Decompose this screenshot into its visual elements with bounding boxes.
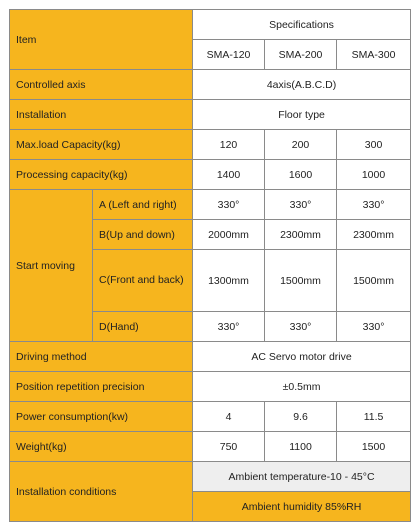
axis-c-sma-200: 1500mm (265, 250, 337, 312)
driving-method-label: Driving method (10, 342, 193, 372)
row-controlled-axis (10, 70, 411, 100)
max-load-label: Max.load Capacity(kg) (10, 130, 193, 160)
row-max-load (10, 130, 411, 160)
header-row (10, 10, 411, 40)
axis-a-sma-300: 330° (337, 190, 411, 220)
controlled-axis-label: Controlled axis (10, 70, 193, 100)
row-installation-conditions (10, 462, 411, 492)
processing-sma-200: 1600 (265, 160, 337, 190)
ambient-temperature: Ambient temperature-10 - 45°C (193, 462, 411, 492)
specifications-table (9, 9, 411, 522)
model-sma-200: SMA-200 (265, 40, 337, 70)
axis-c-sma-300: 1500mm (337, 250, 411, 312)
axis-a-label: A (Left and right) (93, 190, 193, 220)
axis-d-sma-200: 330° (265, 312, 337, 342)
model-sma-120: SMA-120 (193, 40, 265, 70)
power-label: Power consumption(kw) (10, 402, 193, 432)
processing-sma-300: 1000 (337, 160, 411, 190)
axis-d-label: D(Hand) (93, 312, 193, 342)
controlled-axis-value: 4axis(A.B.C.D) (193, 70, 411, 100)
max-load-sma-300: 300 (337, 130, 411, 160)
row-start-moving-a (10, 190, 411, 220)
axis-b-sma-300: 2300mm (337, 220, 411, 250)
specifications-header: Specifications (193, 10, 411, 40)
axis-b-sma-120: 2000mm (193, 220, 265, 250)
ambient-humidity: Ambient humidity 85%RH (193, 492, 411, 522)
axis-c-label (93, 250, 193, 312)
precision-value: ±0.5mm (193, 372, 411, 402)
power-sma-200: 9.6 (265, 402, 337, 432)
power-sma-120: 4 (193, 402, 265, 432)
item-header: Item (10, 10, 193, 70)
weight-sma-200: 1100 (265, 432, 337, 462)
model-sma-300: SMA-300 (337, 40, 411, 70)
axis-a-sma-120: 330° (193, 190, 265, 220)
axis-c-label-text: C(Front and back) (99, 274, 184, 286)
power-sma-300: 11.5 (337, 402, 411, 432)
row-power (10, 402, 411, 432)
axis-b-sma-200: 2300mm (265, 220, 337, 250)
installation-label: Installation (10, 100, 193, 130)
start-moving-label: Start moving (10, 190, 93, 342)
axis-d-sma-120: 330° (193, 312, 265, 342)
precision-label: Position repetition precision (10, 372, 193, 402)
processing-sma-120: 1400 (193, 160, 265, 190)
row-processing (10, 160, 411, 190)
weight-sma-120: 750 (193, 432, 265, 462)
installation-conditions-label: Installation conditions (10, 462, 193, 522)
max-load-sma-120: 120 (193, 130, 265, 160)
processing-label: Processing capacity(kg) (10, 160, 193, 190)
max-load-sma-200: 200 (265, 130, 337, 160)
axis-b-label: B(Up and down) (93, 220, 193, 250)
weight-sma-300: 1500 (337, 432, 411, 462)
row-installation (10, 100, 411, 130)
row-weight (10, 432, 411, 462)
axis-d-sma-300: 330° (337, 312, 411, 342)
axis-a-sma-200: 330° (265, 190, 337, 220)
row-driving-method (10, 342, 411, 372)
axis-c-sma-120: 1300mm (193, 250, 265, 312)
installation-value: Floor type (193, 100, 411, 130)
weight-label: Weight(kg) (10, 432, 193, 462)
driving-method-value: AC Servo motor drive (193, 342, 411, 372)
row-precision (10, 372, 411, 402)
